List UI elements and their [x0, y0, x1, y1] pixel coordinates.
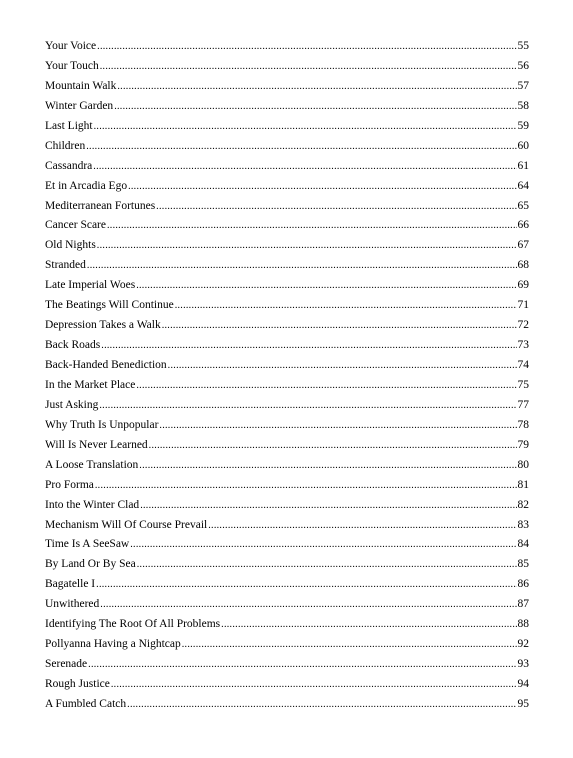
toc-entry	[45, 695, 529, 715]
toc-entry	[45, 416, 529, 436]
toc-entry-title: Just Asking	[45, 398, 99, 411]
toc-leader-dots	[175, 296, 517, 316]
toc-leader-dots	[221, 615, 516, 635]
toc-leader-dots	[93, 157, 516, 177]
table-of-contents	[45, 37, 529, 715]
toc-entry-title: Cassandra	[45, 159, 93, 172]
toc-entry-title: Your Touch	[45, 59, 99, 72]
toc-entry	[45, 336, 529, 356]
toc-entry-page: 55	[517, 40, 529, 52]
toc-entry-page: 95	[517, 697, 529, 710]
toc-entry-title: Your Voice	[45, 40, 97, 52]
toc-entry-page: 74	[517, 359, 529, 371]
toc-entry-title: Children	[45, 139, 86, 152]
toc-entry-page: 83	[517, 518, 529, 531]
toc-entry-page: 60	[517, 139, 529, 152]
toc-entry-page: 85	[517, 558, 529, 571]
toc-entry-page: 67	[517, 239, 529, 252]
toc-leader-dots	[139, 456, 516, 476]
toc-entry-title: Old Nights	[45, 239, 96, 252]
toc-entry	[45, 197, 529, 217]
toc-entry	[45, 216, 529, 236]
toc-entry	[45, 236, 529, 256]
toc-leader-dots	[97, 236, 517, 256]
toc-entry	[45, 37, 529, 57]
toc-entry-title: Mediterranean Fortunes	[45, 199, 156, 212]
toc-entry-title: Cancer Scare	[45, 219, 106, 232]
toc-leader-dots	[128, 177, 516, 197]
toc-entry	[45, 535, 529, 555]
toc-entry-title: Pro Forma	[45, 478, 94, 491]
toc-entry-title: A Fumbled Catch	[45, 697, 127, 710]
toc-entry	[45, 635, 529, 655]
toc-entry-page: 69	[517, 279, 529, 292]
toc-entry-title: Last Light	[45, 119, 93, 132]
toc-entry-page: 73	[517, 339, 529, 352]
toc-leader-dots	[107, 216, 517, 236]
toc-entry	[45, 77, 529, 97]
toc-entry-page: 64	[517, 179, 529, 192]
toc-entry	[45, 276, 529, 296]
toc-entry-title: Will Is Never Learned	[45, 438, 148, 451]
toc-entry-title: By Land Or By Sea	[45, 558, 136, 571]
toc-leader-dots	[136, 276, 516, 296]
toc-leader-dots	[94, 117, 517, 137]
toc-entry-title: Serenade	[45, 658, 88, 671]
toc-entry-title: Bagatelle I	[45, 578, 96, 591]
toc-entry-title: In the Market Place	[45, 378, 136, 391]
toc-leader-dots	[168, 356, 517, 376]
toc-entry-title: Pollyanna Having a Nightcap	[45, 638, 181, 651]
toc-entry-title: Time Is A SeeSaw	[45, 538, 130, 551]
toc-entry-page: 82	[517, 498, 529, 511]
toc-leader-dots	[149, 436, 517, 456]
toc-leader-dots	[87, 256, 517, 276]
toc-entry	[45, 675, 529, 695]
toc-entry-title: Mechanism Will Of Course Prevail	[45, 518, 208, 531]
toc-entry-page: 84	[517, 538, 529, 551]
toc-entry	[45, 296, 529, 316]
toc-entry-page: 68	[517, 259, 529, 272]
toc-leader-dots	[111, 675, 517, 695]
toc-leader-dots	[117, 77, 516, 97]
toc-entry-page: 77	[517, 398, 529, 411]
toc-entry-title: Why Truth Is Unpopular	[45, 418, 159, 431]
toc-entry	[45, 177, 529, 197]
toc-entry-page: 66	[517, 219, 529, 232]
toc-leader-dots	[140, 496, 516, 516]
toc-entry-page: 92	[517, 638, 529, 651]
toc-entry	[45, 396, 529, 416]
toc-leader-dots	[97, 37, 516, 57]
toc-entry	[45, 555, 529, 575]
toc-entry-title: A Loose Translation	[45, 458, 139, 471]
toc-entry-page: 58	[517, 99, 529, 112]
toc-entry	[45, 376, 529, 396]
toc-entry-title: Unwithered	[45, 598, 100, 611]
toc-leader-dots	[208, 516, 516, 536]
toc-entry	[45, 496, 529, 516]
toc-leader-dots	[136, 376, 516, 396]
toc-leader-dots	[114, 97, 516, 117]
toc-entry	[45, 256, 529, 276]
toc-leader-dots	[100, 57, 517, 77]
toc-entry-page: 57	[517, 79, 529, 92]
toc-entry-title: Stranded	[45, 259, 86, 272]
toc-leader-dots	[86, 137, 516, 157]
toc-entry-title: Identifying The Root Of All Problems	[45, 618, 221, 631]
toc-leader-dots	[88, 655, 516, 675]
toc-leader-dots	[156, 197, 516, 217]
toc-entry-title: Back-Handed Benediction	[45, 359, 167, 371]
toc-entry	[45, 157, 529, 177]
toc-entry	[45, 117, 529, 137]
toc-entry	[45, 655, 529, 675]
toc-entry	[45, 595, 529, 615]
toc-entry-title: Into the Winter Clad	[45, 498, 140, 511]
toc-entry-page: 79	[517, 438, 529, 451]
toc-entry-page: 88	[517, 618, 529, 631]
toc-entry	[45, 615, 529, 635]
toc-leader-dots	[95, 476, 517, 496]
toc-entry-page: 56	[517, 59, 529, 72]
toc-entry-title: Winter Garden	[45, 99, 114, 112]
toc-entry-page: 94	[517, 678, 529, 690]
toc-entry-title: Back Roads	[45, 339, 101, 352]
toc-leader-dots	[162, 316, 517, 336]
toc-entry	[45, 137, 529, 157]
toc-leader-dots	[96, 575, 516, 595]
toc-entry-title: The Beatings Will Continue	[45, 299, 174, 312]
toc-entry-page: 93	[517, 658, 529, 671]
toc-entry	[45, 356, 529, 376]
toc-entry	[45, 57, 529, 77]
toc-entry-page: 65	[517, 199, 529, 212]
toc-entry	[45, 476, 529, 496]
toc-leader-dots	[101, 336, 516, 356]
toc-entry-page: 71	[517, 299, 529, 312]
toc-leader-dots	[182, 635, 517, 655]
toc-entry	[45, 436, 529, 456]
toc-leader-dots	[130, 535, 516, 555]
toc-entry-page: 86	[517, 578, 529, 591]
toc-leader-dots	[100, 595, 516, 615]
toc-entry-title: Rough Justice	[45, 678, 110, 690]
toc-entry-page: 81	[517, 478, 529, 491]
toc-entry-page: 59	[517, 119, 529, 132]
toc-entry	[45, 97, 529, 117]
toc-entry-page: 78	[517, 418, 529, 431]
toc-leader-dots	[99, 396, 516, 416]
toc-leader-dots	[137, 555, 517, 575]
toc-leader-dots	[127, 695, 516, 715]
toc-entry-title: Depression Takes a Walk	[45, 319, 161, 332]
toc-entry-page: 72	[517, 319, 529, 332]
toc-entry-title: Late Imperial Woes	[45, 279, 136, 292]
toc-entry	[45, 456, 529, 476]
toc-entry-page: 61	[517, 159, 529, 172]
toc-entry-title: Mountain Walk	[45, 79, 117, 92]
toc-leader-dots	[159, 416, 516, 436]
toc-entry-page: 80	[517, 458, 529, 471]
toc-entry-page: 87	[517, 598, 529, 611]
toc-entry	[45, 316, 529, 336]
toc-entry	[45, 575, 529, 595]
toc-entry-page: 75	[517, 378, 529, 391]
toc-entry	[45, 516, 529, 536]
toc-entry-title: Et in Arcadia Ego	[45, 179, 128, 192]
